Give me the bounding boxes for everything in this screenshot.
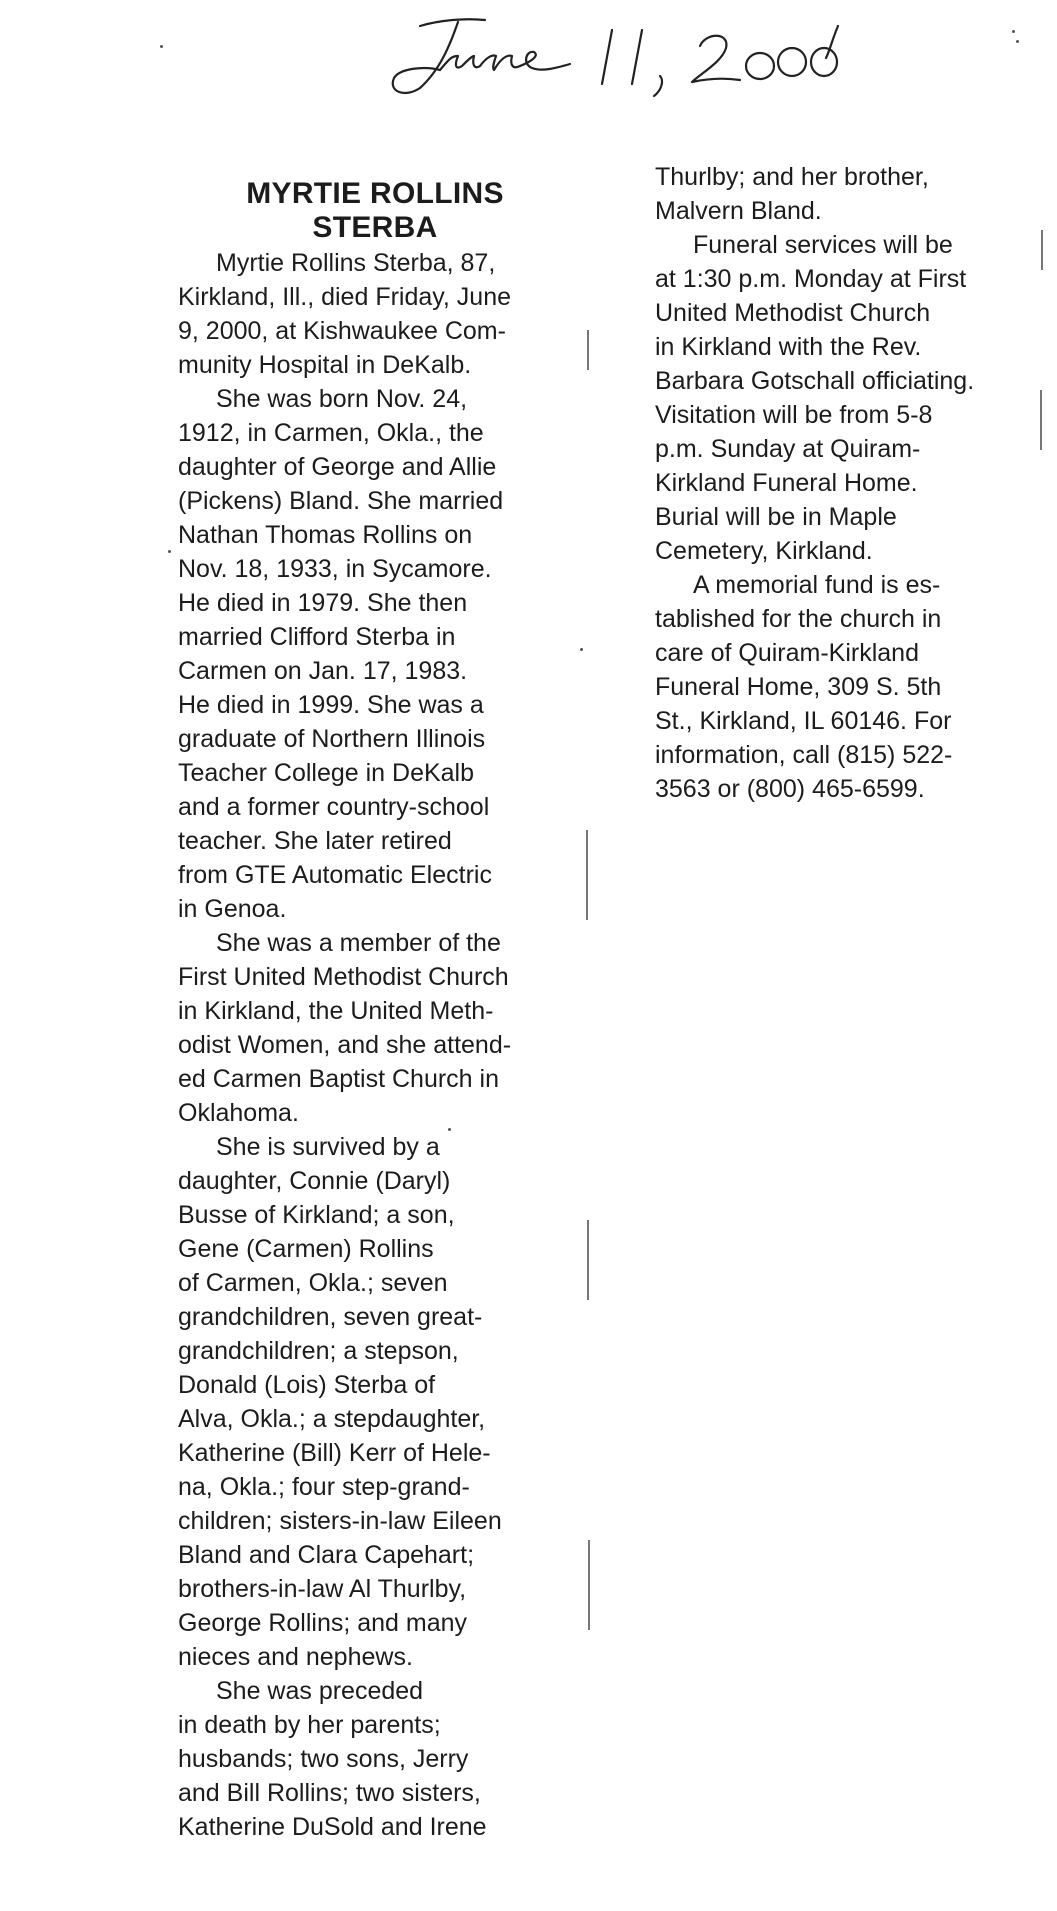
text-line: Nathan Thomas Rollins on [178, 521, 473, 549]
text-line: odist Women, and she attend- [178, 1031, 512, 1059]
text-line: p.m. Sunday at Quiram- [655, 435, 921, 463]
text-line: children; sisters-in-law Eileen [178, 1507, 502, 1535]
column-rule [588, 1540, 590, 1630]
scan-speck [1012, 30, 1015, 33]
text-line: Nov. 18, 1933, in Sycamore. [178, 555, 492, 583]
text-line: in Kirkland, the United Meth- [178, 997, 494, 1025]
text-line: na, Okla.; four step-grand- [178, 1473, 470, 1501]
text-line: Myrtie Rollins Sterba, 87, [216, 249, 496, 277]
scan-speck [1016, 40, 1019, 43]
obituary-column-left [178, 246, 578, 1844]
text-line: Gene (Carmen) Rollins [178, 1235, 434, 1263]
text-line: Barbara Gotschall officiating. [655, 367, 975, 395]
text-line: and Bill Rollins; two sisters, [178, 1779, 481, 1807]
text-line: Katherine DuSold and Irene [178, 1813, 487, 1841]
text-line: Burial will be in Maple [655, 503, 897, 531]
text-line: He died in 1979. She then [178, 589, 468, 617]
text-line: United Methodist Church [655, 299, 931, 327]
text-line: Cemetery, Kirkland. [655, 537, 873, 565]
text-line: teacher. She later retired [178, 827, 452, 855]
text-line: Donald (Lois) Sterba of [178, 1371, 436, 1399]
text-line: in Kirkland with the Rev. [655, 333, 922, 361]
text-line: 9, 2000, at Kishwaukee Com- [178, 317, 506, 345]
text-line: munity Hospital in DeKalb. [178, 351, 472, 379]
text-line: nieces and nephews. [178, 1643, 413, 1671]
text-line: First United Methodist Church [178, 963, 509, 991]
text-line: and a former country-school [178, 793, 490, 821]
text-line: daughter, Connie (Daryl) [178, 1167, 451, 1195]
text-line: brothers-in-law Al Thurlby, [178, 1575, 467, 1603]
column-rule [587, 330, 589, 370]
text-line: Visitation will be from 5-8 [655, 401, 933, 429]
text-line: grandchildren, seven great- [178, 1303, 483, 1331]
handwritten-date [380, 10, 860, 100]
text-line: 3563 or (800) 465-6599. [655, 775, 925, 803]
text-line: graduate of Northern Illinois [178, 725, 486, 753]
text-line: St., Kirkland, IL 60146. For [655, 707, 952, 735]
text-line: Funeral services will be [693, 231, 953, 259]
text-line: She is survived by a [216, 1133, 440, 1161]
text-line: He died in 1999. She was a [178, 691, 484, 719]
scan-speck [160, 45, 163, 48]
text-line: of Carmen, Okla.; seven [178, 1269, 448, 1297]
text-line: married Clifford Sterba in [178, 623, 456, 651]
text-line: Bland and Clara Capehart; [178, 1541, 475, 1569]
text-line: Busse of Kirkland; a son, [178, 1201, 455, 1229]
text-line: tablished for the church in [655, 605, 942, 633]
text-line: (Pickens) Bland. She married [178, 487, 504, 515]
text-line: grandchildren; a stepson, [178, 1337, 459, 1365]
obituary-headline [180, 177, 570, 245]
text-line: Funeral Home, 309 S. 5th [655, 673, 942, 701]
text-line: Oklahoma. [178, 1099, 299, 1127]
column-rule [586, 830, 588, 920]
text-line: husbands; two sons, Jerry [178, 1745, 469, 1773]
text-line: daughter of George and Allie [178, 453, 497, 481]
text-line: Carmen on Jan. 17, 1983. [178, 657, 468, 685]
headline-line: MYRTIE ROLLINS [246, 177, 504, 210]
text-line: She was born Nov. 24, [216, 385, 468, 413]
text-line: She was preceded [216, 1677, 424, 1705]
text-line: George Rollins; and many [178, 1609, 468, 1637]
text-line: Thurlby; and her brother, [655, 163, 929, 191]
obituary-column-right [655, 160, 1040, 806]
scan-speck [168, 550, 171, 553]
scan-speck [580, 648, 583, 651]
text-line: Kirkland, Ill., died Friday, June [178, 283, 512, 311]
text-line: from GTE Automatic Electric [178, 861, 492, 889]
text-line: Teacher College in DeKalb [178, 759, 475, 787]
text-line: ed Carmen Baptist Church in [178, 1065, 499, 1093]
text-line: Alva, Okla.; a stepdaughter, [178, 1405, 486, 1433]
text-line: She was a member of the [216, 929, 501, 957]
text-line: in death by her parents; [178, 1711, 441, 1739]
text-line: 1912, in Carmen, Okla., the [178, 419, 484, 447]
column-rule [1040, 390, 1042, 450]
text-line: Katherine (Bill) Kerr of Hele- [178, 1439, 491, 1467]
text-line: at 1:30 p.m. Monday at First [655, 265, 967, 293]
column-rule [1041, 230, 1043, 270]
text-line: Malvern Bland. [655, 197, 822, 225]
scan-speck [448, 1128, 451, 1131]
column-rule [587, 1220, 589, 1300]
text-line: A memorial fund is es- [693, 571, 941, 599]
text-line: care of Quiram-Kirkland [655, 639, 919, 667]
handwritten-date-signature [380, 10, 860, 100]
text-line: Kirkland Funeral Home. [655, 469, 918, 497]
headline-line: STERBA [312, 211, 438, 244]
text-line: in Genoa. [178, 895, 287, 923]
text-line: information, call (815) 522- [655, 741, 953, 769]
